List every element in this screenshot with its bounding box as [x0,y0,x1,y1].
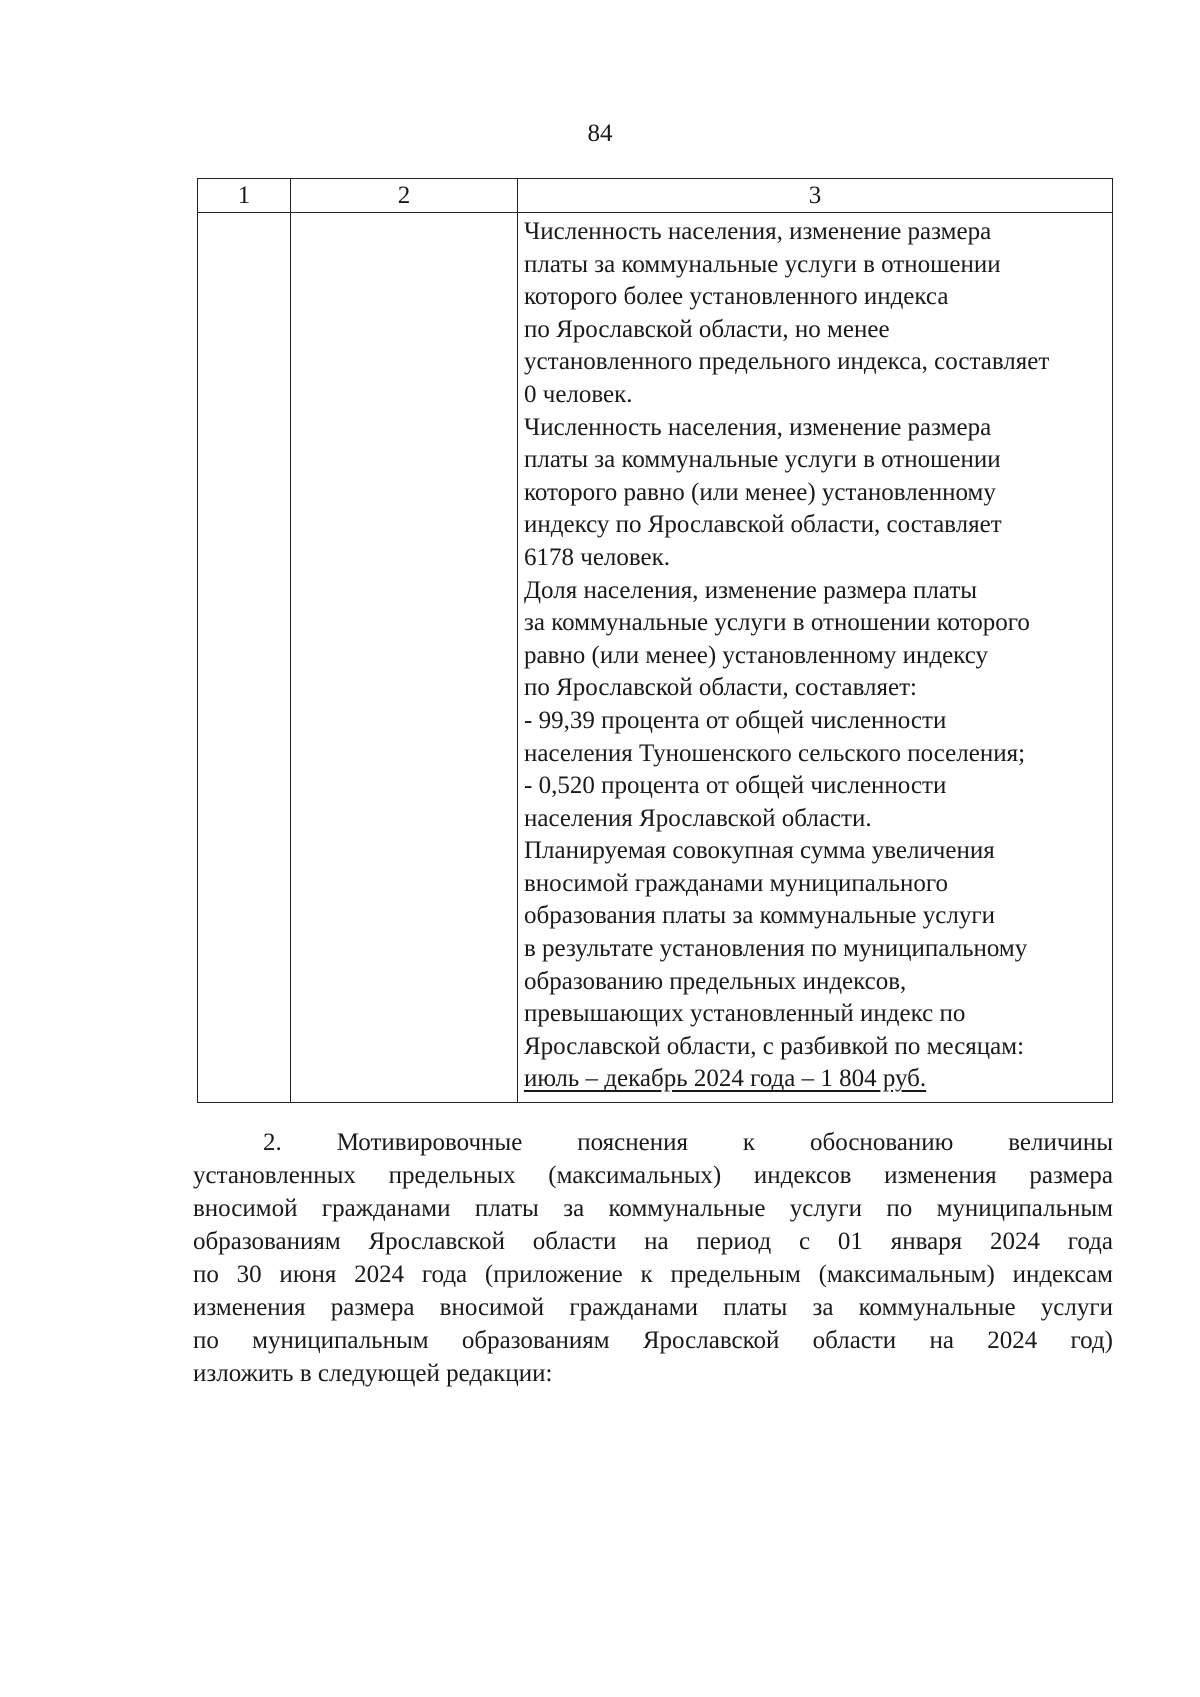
paragraph-line: по 30 июня 2024 года (приложение к предельным (максимальным) индексам [193,1261,1113,1288]
cell-text-line: превышающих установленный индекс по [524,1000,966,1028]
cell-text-line: индексу по Ярославской области, составляет [524,511,1002,539]
table-cell-col3 [518,213,1113,1103]
cell-text-line: Планируемая совокупная сумма увеличения [524,837,995,865]
cell-text-line: платы за коммунальные услуги в отношении [524,446,1001,474]
cell-text-line: равно (или менее) установленному индексу [524,641,988,669]
cell-text-line: населения Ярославской области. [524,804,872,832]
cell-text-line: платы за коммунальные услуги в отношении [524,250,1001,278]
paragraph-line: по муниципальным образованиям Ярославской области на 2024 год) [193,1327,1113,1354]
paragraph-line: изложить в следующей редакции: [193,1360,553,1387]
table-cell-col1 [198,213,291,1103]
cell-text-line: вносимой гражданами муниципального [524,869,949,897]
cell-text-line: по Ярославской области, но менее [524,315,890,343]
cell-text-line: в результате установления по муниципальному [524,935,1028,963]
paragraph-line: вносимой гражданами платы за коммунальные услуги по муниципальным [193,1195,1113,1222]
table-row [198,213,1113,1103]
cell-text-line: по Ярославской области, составляет: [524,674,917,702]
cell-text-line: образования платы за коммунальные услуги [524,902,995,930]
cell-text-line: которого более установленного индекса [524,283,949,311]
body-paragraph [193,1126,1113,1390]
cell-text-line: населения Туношенского сельского поселения; [524,739,1026,767]
cell-text-line: образованию предельных индексов, [524,967,907,995]
table-header-cell-2: 2 [291,179,518,213]
cell-text-line: за коммунальные услуги в отношении которого [524,609,1030,637]
table-cell-col2 [291,213,518,1103]
table-header-row [198,179,1113,213]
data-table [197,178,1113,1103]
paragraph-line: образованиям Ярославской области на период с 01 января 2024 года [193,1228,1113,1255]
cell-text-line: Численность населения, изменение размера [524,413,992,441]
cell-text-line: установленного предельного индекса, составляет [524,348,1050,376]
cell-text-line: 0 человек. [524,380,633,408]
cell-text-line: которого равно (или менее) установленному [524,478,996,506]
page-number: 84 [587,120,613,147]
table-header-cell-1: 1 [198,179,291,213]
cell-text-line: - 99,39 процента от общей численности [524,706,947,734]
paragraph-line: установленных предельных (максимальных) индексов изменения размера [193,1162,1113,1189]
cell-text-line: Доля населения, изменение размера платы [524,576,978,604]
paragraph-line: изменения размера вносимой гражданами платы за коммунальные услуги [193,1294,1113,1321]
cell-text-line: июль – декабрь 2024 года – 1 804 руб. [524,1065,927,1093]
cell-text-line: 6178 человек. [524,543,671,571]
cell-text-line: - 0,520 процента от общей численности [524,772,947,800]
paragraph-line: 2. Мотивировочные пояснения к обоснованию величины [263,1129,1113,1156]
cell-text-line: Ярославской области, с разбивкой по месяцам: [524,1032,1025,1060]
table-header-cell-3: 3 [518,179,1113,213]
cell-text-line: Численность населения, изменение размера [524,218,992,245]
